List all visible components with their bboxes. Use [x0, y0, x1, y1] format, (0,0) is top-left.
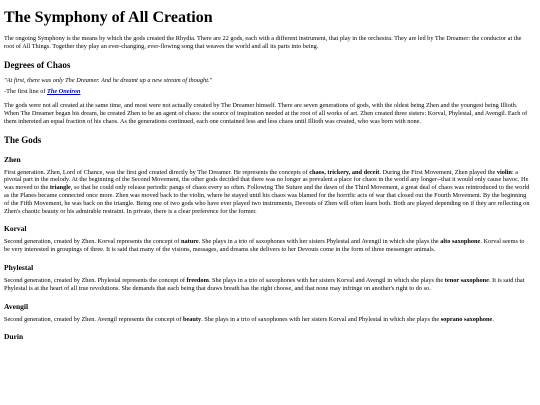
text-span: Second generation, created by Zhen. Phylestal represents the concept of — [4, 276, 187, 284]
degrees-paragraph: The gods were not all created at the same time, and most were not actually created by The Dreamer himself. There are seven generations of gods, with the oldest being Zhen and the youngest being Illioth. When The Dreamer began his dream, he created Zhen to be an agent of chaos: the source of inspiration needed at the root of all works of art. Zhen created three sisters: Korval, Phylestal, and Avengil. Each of them inhereted an equal fraction of his chaos. As the generations continued, each one contained less and less chaos until Illioth was created, who was born with none. — [4, 102, 528, 125]
text-span: . — [492, 315, 494, 323]
god-heading-avengil: Avengil — [4, 301, 29, 311]
concept-bold: nature — [180, 238, 199, 246]
concept-bold: chaos, trickery, and deceit — [309, 168, 380, 176]
text-span: , so that he could only release periodic pangs of chaos every so often. Following The Suture and the dawn of the Third Movement, a great deal of chaos was reintroduced to the world as the Planes became connected once more. Zhen was moved back to the violin, where he stayed until his chaos was blamed for the horrific acts of war that closed out the Fourth Movement. By the beginning of the Fifth Movement, he was back on the triangle. Being one of two gods who have ever played two instruments, Devouts of Zhen will often learn both. Both are played depending on if they are reflecting on Zhen's chaotic beauty or his admirable restraint. In private, there is a clear preference for the former. — [4, 184, 530, 215]
text-span: : a pivotal part in the melody. At the beginning of the Second Movement, the other gods decided that there was no longer as prevalent a place for chaos in the world any longer--that it would only cause havoc. He was moved to the — [4, 168, 529, 192]
god-paragraph-korval — [4, 238, 530, 254]
concept-bold: beauty — [182, 315, 202, 323]
god-paragraph-zhen — [4, 169, 530, 216]
text-span: . During the First Movement, Zhen played the — [379, 168, 497, 176]
god-heading-phylestal: Phylestal — [4, 262, 34, 272]
gods-heading: The Gods — [4, 134, 42, 145]
instrument-bold: violin — [496, 168, 512, 176]
instrument-bold: soprano saxophone — [440, 315, 493, 323]
text-span: Second generation, created by Zhen. Korval represents the concept of — [4, 238, 181, 246]
instrument-bold: triangle — [49, 184, 71, 192]
text-span: . It is said that Phylestal is at the heart of all true revolutions. She demands that each being that draws breath has the right choose, and that none may infringe on another's right to do so. — [4, 276, 525, 292]
god-heading-zhen: Zhen — [4, 154, 21, 164]
god-paragraph-phylestal — [4, 277, 530, 293]
page-title: The Symphony of All Creation — [4, 9, 213, 26]
quote-source-prefix: -The first line of — [4, 88, 48, 96]
concept-bold: freedom — [186, 276, 209, 284]
god-heading-korval: Korval — [4, 224, 27, 234]
text-span: . Korval seems to be very interested in groupings of three. It is said that many of the visions, messages, and dreams she delivers to her Devouts come in the form of three messenger animals. — [4, 238, 525, 254]
oneiron-quote: "At first, there was only The Dreamer. And he dreamt up a new stream of thought." — [4, 76, 213, 84]
instrument-bold: tenor saxophone — [444, 276, 489, 284]
god-paragraph-avengil — [4, 316, 530, 324]
oneiron-link[interactable]: The Oneiron — [47, 88, 81, 96]
text-span: . She plays in a trio of saxophones with her sisters Korval and Phylestal in which she plays the — [201, 315, 441, 323]
text-span: Second generation, created by Zhen. Avengil represents the concept of — [4, 315, 183, 323]
intro-paragraph: The ongoing Symphony is the means by which the gods created the Rhydia. There are 22 gods, each with a different instrument, that play in the orchestra. They are led by The Dreamer: the conductor at the root of All Things. Together they play an ever-changing, ever-flowing song that weaves the world and all its parts into being. — [4, 35, 522, 50]
instrument-bold: alto saxophone — [440, 238, 481, 246]
god-heading-durin: Durin — [4, 332, 24, 342]
degrees-heading: Degrees of Chaos — [4, 59, 71, 70]
text-span: First generation. Zhen, Lord of Chance, was the first god created directly by The Dreamer. He represents the concepts of — [4, 168, 310, 176]
text-span: . She plays in a trio of saxophones with her sisters Phylestal and Avengil in which she plays the — [198, 238, 441, 246]
text-span: . She plays in a trio of saxophones with her sisters Korval and Avengil in which she plays the — [208, 276, 445, 284]
quote-source — [4, 88, 530, 96]
